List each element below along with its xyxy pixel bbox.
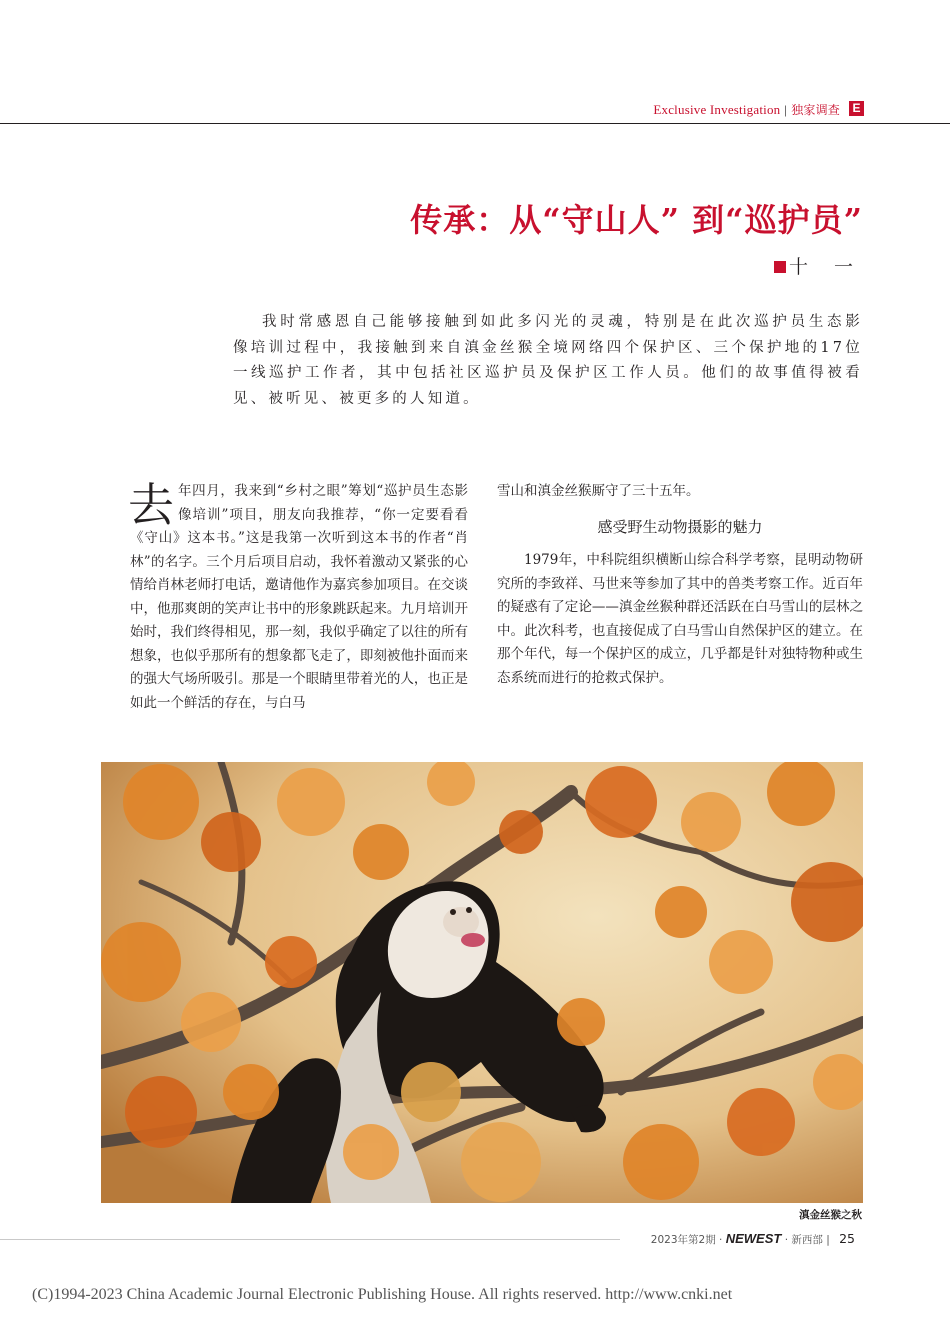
- section-header: [653, 101, 840, 118]
- photo-caption: 滇金丝猴之秋: [799, 1209, 862, 1221]
- article-lead: 我时常感恩自己能够接触到如此多闪光的灵魂，特别是在此次巡护员生态影像培训过程中，我接触到来自滇金丝猴全境网络四个保护区、三个保护地的17位一线巡护工作者，其中包括社区巡护员及保护区工作人员。他们的故事值得被看见、被听见、被更多的人知道。: [233, 314, 863, 407]
- page-number: 25: [839, 1231, 855, 1246]
- paragraph-1-continued: 雪山和滇金丝猴厮守了三十五年。: [497, 483, 700, 499]
- author-marker-icon: [774, 261, 786, 273]
- body-column-left: [130, 480, 468, 715]
- section-badge: E: [849, 101, 864, 116]
- paragraph-1: [130, 480, 468, 715]
- article-author: [774, 252, 863, 279]
- body-column-right: [497, 480, 863, 690]
- header-rule: [0, 123, 950, 124]
- paragraph-1-text: 年四月，我来到“乡村之眼”筹划“巡护员生态影像培训”项目，朋友向我推荐，“你一定要看看《守山》这本书。”这是我第一次听到这本书的作者“肖林”的名字。三个月后项目启动，我怀着激动又紧张的心情给肖林老师打电话，邀请他作为嘉宾参加项目。在交谈中，他那爽朗的笑声让书中的形象跳跃起来。九月培训开始时，我们终得相见，那一刻，我似乎确定了以往的所有想象，也似乎那所有的想象都飞走了，即刻被他扑面而来的强大气场所吸引。那是一个眼睛里带着光的人，也正是如此一个鲜活的存在，与白马: [130, 483, 468, 711]
- copyright-notice: (C)1994-2023 China Academic Journal Electronic Publishing House. All rights reserved. http://www.cnki.net: [32, 1286, 733, 1303]
- subheading: 感受野生动物摄影的魅力: [597, 517, 763, 536]
- footer-brand: NEWEST: [725, 1231, 782, 1246]
- page-footer: [651, 1231, 855, 1247]
- section-header-en: Exclusive Investigation: [653, 102, 781, 117]
- footer-rule: [0, 1239, 620, 1240]
- drop-cap: 去: [128, 478, 174, 532]
- article-title: 传承：从“守山人” 到“巡护员”: [410, 201, 863, 239]
- header-separator: |: [784, 102, 788, 117]
- monkey-photo: [101, 762, 863, 1203]
- author-name: 十 一: [788, 256, 863, 278]
- paragraph-2: 1979年，中科院组织横断山综合科学考察，昆明动物研究所的李致祥、马世来等参加了其中的兽类考察工作。近百年的疑惑有了定论——滇金丝猴种群还活跃在白马雪山的层林之中。此次科考，也直接促成了白马雪山自然保护区的建立。在那个年代，每一个保护区的成立，几乎都是针对独特物种或生态系统而进行的抢救式保护。: [497, 552, 863, 686]
- section-header-cn: 独家调查: [791, 103, 840, 117]
- footer-brand-cn: · 新西部 |: [784, 1234, 830, 1246]
- footer-issue: 2023年第2期 ·: [650, 1234, 723, 1246]
